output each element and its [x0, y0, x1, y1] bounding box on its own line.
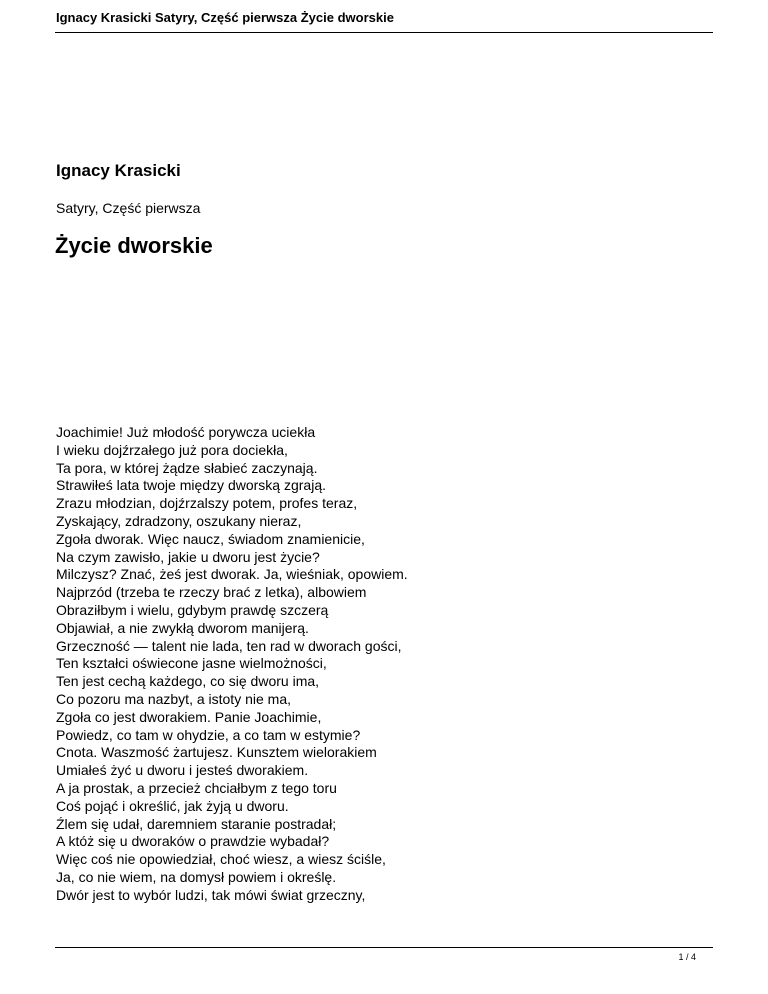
poem-line: A któż się u dworaków o prawdzie wybadał?	[56, 833, 330, 850]
page-number: 1 / 4	[678, 952, 696, 962]
poem-line: Coś pojąć i określić, jak żyją u dworu.	[56, 797, 289, 814]
poem-line: I wieku dojźrzałego już pora dociekła,	[56, 441, 288, 458]
poem-line: Ten kształci oświecone jasne wielmożności,	[56, 655, 327, 672]
poem-line: A ja prostak, a przecież chciałbym z tego toru	[56, 779, 337, 796]
poem-line: Więc coś nie opowiedział, choć wiesz, a wiesz ściśle,	[56, 851, 386, 868]
poem-line: Ta pora, w której żądze słabieć zaczynają.	[56, 459, 318, 476]
footer-divider	[55, 947, 713, 948]
poem-line: Umiałeś żyć u dworu i jesteś dworakiem.	[56, 762, 309, 779]
poem-line: Powiedz, co tam w ohydzie, a co tam w estymie?	[56, 726, 361, 743]
author-name: Ignacy Krasicki	[56, 161, 181, 180]
work-subtitle: Satyry, Część pierwsza	[56, 200, 201, 216]
poem-text	[56, 424, 408, 905]
poem-line: Objawiał, a nie zwykłą dworom manijerą.	[56, 619, 309, 636]
poem-line: Zyskający, zdradzony, oszukany nieraz,	[56, 512, 302, 529]
poem-line: Na czym zawisło, jakie u dworu jest życie?	[56, 548, 320, 565]
poem-line: Zgoła co jest dworakiem. Panie Joachimie,	[56, 708, 322, 725]
poem-line: Zrazu młodzian, dojźrzalszy potem, profes teraz,	[56, 495, 358, 512]
poem-line: Zgoła dworak. Więc naucz, świadom znamienicie,	[56, 530, 365, 547]
poem-line: Milczysz? Znać, żeś jest dworak. Ja, wieśniak, opowiem.	[56, 566, 408, 583]
page-title: Życie dworskie	[55, 233, 213, 258]
running-header-title: Ignacy Krasicki Satyry, Część pierwsza Życie dworskie	[56, 10, 394, 25]
poem-line: Obraziłbym i wielu, gdybym prawdę szczerą	[56, 601, 329, 618]
poem-line: Ten jest cechą każdego, co się dworu ima,	[56, 673, 320, 690]
poem-line: Ja, co nie wiem, na domysł powiem i określę.	[56, 868, 337, 885]
poem-line: Dwór jest to wybór ludzi, tak mówi świat grzeczny,	[56, 886, 366, 903]
poem-line: Cnota. Waszmość żartujesz. Kunsztem wielorakiem	[56, 744, 377, 761]
poem-line: Joachimie! Już młodość porywcza uciekła	[56, 424, 316, 440]
poem-line: Strawiłeś lata twoje między dworską zgrają.	[56, 477, 326, 494]
header-divider	[55, 32, 713, 33]
poem-line: Źlem się udał, daremniem staranie postradał;	[56, 815, 337, 832]
poem-line: Co pozoru ma nazbyt, a istoty nie ma,	[56, 690, 291, 707]
poem-line: Najprzód (trzeba te rzeczy brać z letka), albowiem	[56, 584, 367, 601]
poem-line: Grzeczność — talent nie lada, ten rad w dworach gości,	[56, 637, 402, 654]
